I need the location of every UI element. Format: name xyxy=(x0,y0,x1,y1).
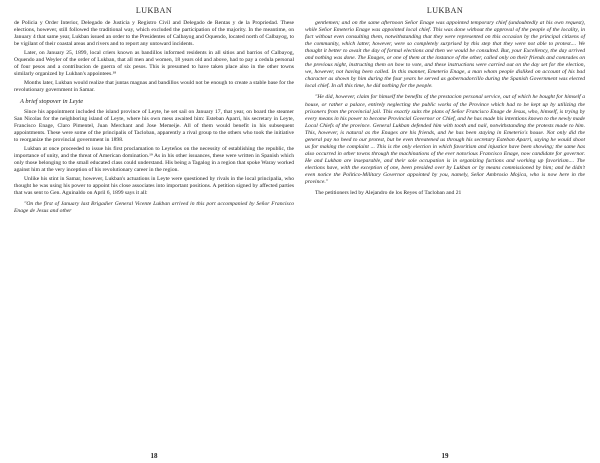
paragraph: de Policia y Order Interior, Delegado de Justicia y Registro Civil and Delegado de Rentas y de la Propriedad. These elections, however, still followed the traditional way, which excluded the participation of the majority. In the meantime, on January 4 that same year, Lukban issued an order to the Presidentes of Calbayog and Oquendo, located north of Calbayog, to be vigilant of their coastal areas and rivers and to report any untoward incidents. xyxy=(14,20,294,48)
paragraph: Since his appointment included the island province of Leyte, he set sail on January 17, that year, on board the steamer San Nicolas for the neighboring island of Leyte, where his own mess awaited him: Esteban Aparri, his secretary in Leyte, Francisco Enage, Claro Pimentel, Juan Merchant and Jose Memeije. All of them would benefit in his subsequent appointments. These were some of the principalis of Tacloban, apparently a rival group to the others who took the initiative to reorganize the provincial government in 1898. xyxy=(14,108,294,143)
block-quote: gentlemen; and on the same afternoon Señor Enage was appointed temporary chief (undoubtedly at his own request), while Señor Emeterio Enage was appointed local chief. This was done without the approval of the people of the locality, in fact without even consulting them, notwithstanding that they were represented on this occasion by the principal citizens of the community, which latter, however, were so completely surprised by this step that they were not able to protest.... We thought it better to await the day of formal elections and then we would be consulted. But, your Excellency, the day arrived and nothing was done. The Enages, or one of them at the instance of the other, called only on their friends and comrades on the previous night, instructing them on how to vote, and these instructions were carried out on the day set for the election, we, however, not having been called. In this manner, Emeterio Enage, a man whom people disliked on account of his bad character as shown by him during the four years he served as gobernadorcillo during the Spanish Government was elected local chief. In all this time, he did nothing for the people. xyxy=(305,20,585,90)
paragraph: Later, on January 25, 1899, local criers known as bandillos informed residents in all sitios and barrios of Calbayog, Oquendo and Weyler of the order of Lukban, that all men and women, 18 years old and above, had to pay a cedula personal of four pesos and a contribucion de guerra of six pesos. This is presumed to have taken place also in the other towns similarly organized by Lukban's appointees.¹⁸ xyxy=(14,50,294,78)
paragraph: Months later, Lukban would realize that juntas magnas and bandillos would not be enough to create a stable base for the revolutionary government in Samar. xyxy=(14,80,294,94)
block-quote: "On the first of January last Brigadier General Vicente Lukban arrived in this port accompanied by Señor Francisco Enage de Jesus and other xyxy=(14,201,294,215)
left-page-body xyxy=(14,20,294,217)
right-page xyxy=(305,0,585,463)
paragraph: Unlike his stint in Samar, however, Lukban's actuations in Leyte were questioned by rivals in the local principalia, who thought he was using his power to appoint his close associates into important positions. A petition signed by affected parties that was sent to Gen. Aguinaldo on April 6, 1899 says it all: xyxy=(14,175,294,197)
running-head-left: LUKBAN xyxy=(135,6,173,15)
running-head-right: LUKBAN xyxy=(426,6,464,15)
paragraph: The petitioners led by Alejandro de los Reyes of Tacloban and 21 xyxy=(315,190,462,197)
section-heading: A brief stopover in Leyte xyxy=(20,98,84,106)
paragraph: Lukban at once proceeded to issue his first proclamation to Leyteños on the necessity of establishing the republic, the importance of unity, and the threat of American domination.¹⁹ As in his other issuances, these were written in Spanish which only those belonging to the small educated class could understand. His being a Tagalog in a region that spoke Waray worked against him at the very inception of his revolutionary career in the region. xyxy=(14,145,294,173)
page-number-left: 18 xyxy=(150,452,158,460)
right-page-body xyxy=(305,20,585,199)
page-number-right: 19 xyxy=(441,452,449,460)
block-quote: "He did, however, claim for himself the benefits of the prestacion personal service, out of which he bought for himself a house, or rather a palace, entirely neglecting the public works of the Province which had to be kept up by utilizing the prisoners from the provincial jail. This exactly suits the plans of Señor Francisco Enage de Jesus, who, himself, is trying by every means in his power to become Provincial Governor or Chief, and he has made his intentions known to the newly made Local Chiefs of the province. General Lukban defended him with tooth and nail, notwithstanding the protests made to him. This, however, is natural as the Enages are his friends, and he has been staying in Emeterio's house. Not only did the general pay no heed to our protest, but he even threatened us through his secretary Esteban Aparri, saying he would shoot us for making the complaint ... This is the only election in which favoritism and injustice have been showing; the same has also occurred in other towns through the machinations of the ever notorious Francisco Enage, now candidate for governor. He and Lukban are inseparable, and their sole occupation is in organizing factions and working up favoritism.... The elections have, with the exception of one, been presided over by Lukban or by means commissioned by him; and he didn't even notice the Politico-Military Governor appointed by you, namely, Señor Ambrosio Mojica, who is now here in the province." xyxy=(305,94,585,186)
left-page xyxy=(14,0,294,463)
